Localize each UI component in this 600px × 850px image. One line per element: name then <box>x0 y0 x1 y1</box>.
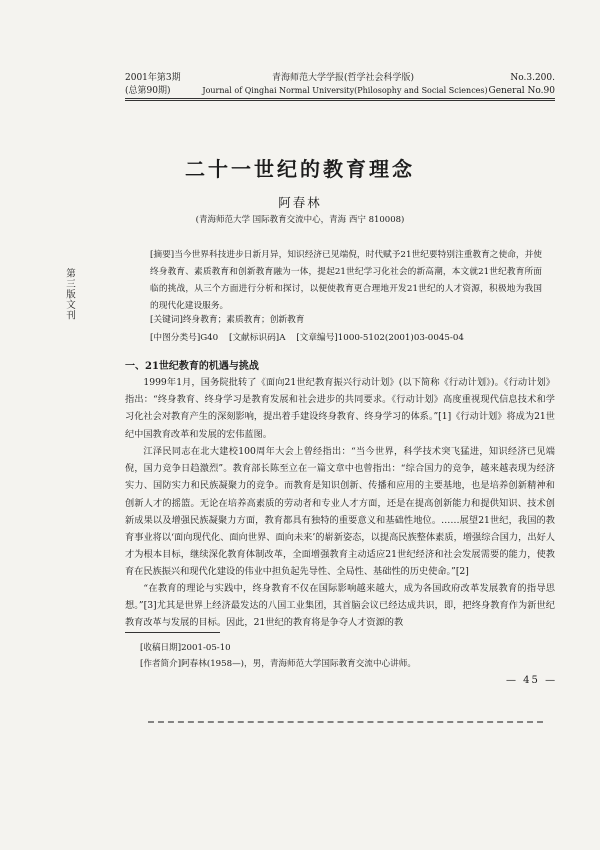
keywords: [关键词]终身教育；素质教育；创新教育 <box>150 315 305 325</box>
side-label: 第三版文刊 <box>64 268 75 321</box>
footnote-rule <box>125 632 220 633</box>
article-title: 二十一世纪的教育理念 <box>185 157 415 181</box>
section-heading: 一、21世纪教育的机遇与挑战 <box>125 361 259 372</box>
header-rule <box>125 98 555 99</box>
author-affiliation: (青海师范大学 国际教育交流中心，青海 西宁 810008) <box>195 215 405 225</box>
document-code: [文献标识码]A <box>228 333 286 343</box>
scan-artifact-line <box>148 721 543 723</box>
issue-total: (总第90期) <box>125 86 171 96</box>
author-bio: [作者简介]阿春林(1958—)，男，青海师范大学国际教育交流中心讲师。 <box>140 659 416 669</box>
paragraph-1-text: 1999年1月，国务院批转了《面向21世纪教育振兴行动计划》(以下简称《行动计划》)。《行动计划》指出：“终身教育、终身学习是教育发展和社会进步的共同要求。《行动计划》高度重视现代信息技术和学习化社会对教育产生的深刻影响，提出着手建设终身教育、终身学习的体系。”[1]《行动计划》将成为21世纪中国教育改革和发展的宏伟蓝图。 <box>125 377 555 440</box>
article-number: [文章编号]1000-5102(2001)03-0045-04 <box>296 333 464 343</box>
paragraph-2-text: 江泽民同志在北大建校100周年大会上曾经指出：“当今世界，科学技术突飞猛进，知识经济已见端倪，国力竞争日趋激烈”。教育部长陈至立在一篇文章中也曾指出：“综合国力的竞争，越来越表现为经济实力、国防实力和民族凝聚力的竞争。而教育是知识创新、传播和应用的主要基地，也是培养创新精神和创新人才的摇篮。无论在培养高素质的劳动者和专业人才方面，还是在提高创新能力和提供知识、技术创新成果以及增强民族凝聚力方面，教育都具有独特的重要意义和基础性地位。……展望21世纪，我国的教育事业将以‘面向现代化、面向世界、面向未来’的崭新姿态，以提高民族整体素质，增强综合国力，出好人才为根本目标，继续深化教育体制改革，全面增强教育主动适应21世纪经济和社会发展需要的能力，使教育在民族振兴和现代化建设的伟业中担负起先导性、全局性、基础性的历史使命。”[2] <box>125 446 555 578</box>
author-name: 阿春林 <box>278 195 322 210</box>
received-date: [收稿日期]2001-05-10 <box>140 643 231 653</box>
paragraph-2 <box>125 443 555 581</box>
issue-number: 2001年第3期 <box>125 73 181 83</box>
clc-number: [中图分类号]G40 <box>150 333 219 343</box>
journal-title-en: Journal of Qinghai Normal University(Philosophy and Social Sciences) <box>202 86 488 95</box>
paragraph-3 <box>125 580 555 632</box>
page-number: — 45 — <box>506 675 558 686</box>
paragraph-1 <box>125 374 555 443</box>
header-rule-thin <box>125 100 555 101</box>
journal-title-cn: 青海师范大学学报(哲学社会科学版) <box>271 73 415 83</box>
paragraph-3-text: “在教育的理论与实践中，终身教育不仅在国际影响越来越大，成为各国政府改革发展教育的指导思想。”[3]尤其是世界上经济最发达的八国工业集团，其首脑会议已经达成共识，即，把终身教育作为新世纪教育改革与发展的目标。因此，21世纪的教育将是争夺人才资源的教 <box>125 583 555 629</box>
general-number: General No.90 <box>488 86 555 96</box>
classification-line <box>150 330 550 347</box>
volume-number: No.3.200. <box>510 73 555 83</box>
abstract: [摘要]当今世界科技进步日新月异，知识经济已见端倪，时代赋予21世纪要特别注重教育之使命，并使终身教育、素质教育和创新教育融为一体，提起21世纪学习化社会的新高潮，本文就21世纪教育所面临的挑战，从三个方面进行分析和探讨，以便使教育更合理地开发21世纪的人才资源，积极地为我国的现代化建设服务。 <box>150 250 542 311</box>
